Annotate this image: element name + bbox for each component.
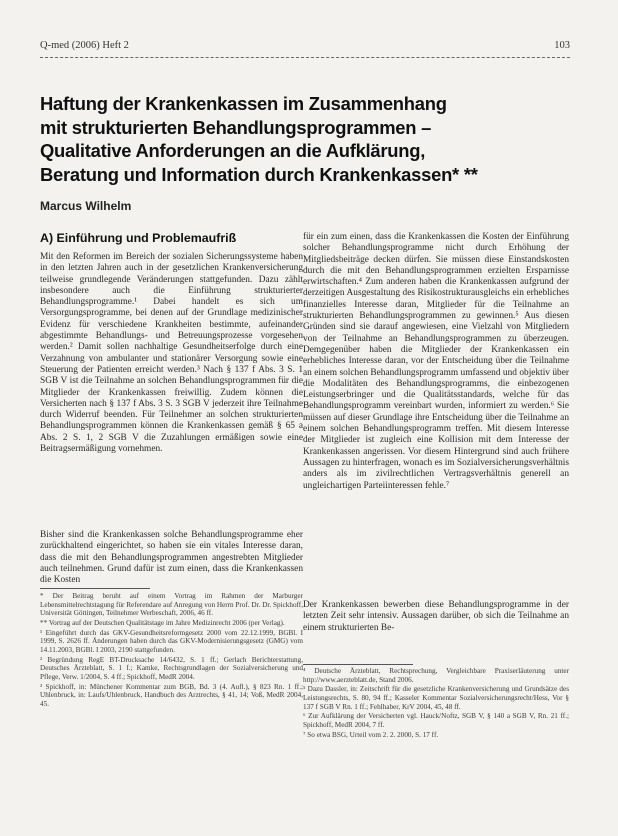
left-column-body-2	[40, 530, 303, 586]
header-rule	[40, 57, 570, 58]
section-heading: A) Einführung und Problemaufriß	[40, 231, 237, 245]
body-paragraph: Bisher sind die Krankenkassen solche Behandlungsprogramme eher zurückhaltend eingerichtet, so haben sie ein vitales Interesse daran, dass die mit den Behandlungsprogrammen angestrebten Mitglieder auch teilnehmen. Grund dafür ist zum einen, dass die Krankenkassen die Kosten	[40, 530, 303, 586]
footnote: ² Begründung RegE BT-Drucksache 14/6432, S. 1 ff.; Gerlach Berichterstattung, Deutsches Ärzteblatt, S. 1 f.; Kamke, Rechtsgrundlagen der Sozialversicherung und Pflege, Verw. 1/2004, S. 4 ff.; Spickhoff, MedR 2004.	[40, 655, 303, 681]
title-line: mit strukturierten Behandlungsprogrammen –	[40, 116, 432, 138]
footnote: ⁶ Zur Aufklärung der Versicherten vgl. Hauck/Noftz, SGB V, § 140 a SGB V, Rn. 21 ff.; Spickhoff, MedR 2004, 7 ff.	[303, 712, 569, 729]
title-line: Qualitative Anforderungen an die Aufklärung,	[40, 140, 426, 161]
footnote: ⁵ Dazu Dassler, in: Zeitschrift für die gesetzliche Krankenversicherung und Grundsätze des Leistungsrechts, S. 80, 94 ff.; Kasseler Kommentar Sozialversicherungsrecht/Hess, Vor § 137 f SGB V Rn. 1 ff.; Fehlhaber, KrV 2004, 45, 48 ff.	[303, 685, 569, 711]
title-line: Beratung und Information durch Krankenkassen* **	[40, 163, 478, 185]
body-paragraph: für ein zum einen, dass die Krankenkassen die Kosten der Einführung solcher Behandlungsprogramme nicht durch Erhöhung der Mitgliedsbeiträge decken dürfen. Sie müssen diese Einstandskosten durch die mit den Behandlungsprogrammen erzielten Ersparnisse erwirtschaften.⁴ Zum anderen haben die Krankenkassen aufgrund der derzeitigen Ausgestaltung des Risikostrukturausgleichs ein erhebliches finanzielles Interesse daran, Mitglieder für die Teilnahme an strukturierten Behandlungsprogrammen zu gewinnen.⁵ Aus diesen Gründen sind sie darauf angewiesen, eine Vielzahl von Mitgliedern von der Teilnahme an Behandlungsprogrammen zu überzeugen. Demgegenüber haben die Mitglieder der Krankenkassen ein erhebliches Interesse daran, vor der Entscheidung über die Teilnahme an einem solchen Behandlungsprogramm umfassend und objektiv über die Modalitäten des Behandlungsprogramms, die einbezogenen Leistungserbringer und die Qualitätsstandards, welche für das Behandlungsprogramm vereinbart wurden, informiert zu werden.⁶ Sie müssen auf dieser Grundlage ihre Entscheidung über die Teilnahme an einem solchen Behandlungsprogramm treffen. Mit diesem Interesse der Mitglieder ist zugleich eine Kollision mit dem Interesse der Krankenkassen angerissen. Vor diesem Hintergrund sind auch frühere Aussagen zu hinterfragen, wonach es im Sozialversicherungsverhältnis anders als im zivilrechtlichen Vertragsverhältnis generell an ungleichartigen Parteiinteressen fehle.⁷	[303, 232, 569, 491]
footnotes-left	[40, 592, 303, 760]
footnote: ** Vortrag auf der Deutschen Qualitätstage im Jahre Medizinrecht 2006 (per Verlag).	[40, 618, 285, 627]
footnote: ¹ Eingeführt durch das GKV-Gesundheitsreformgesetz 2000 vom 22.12.1999, BGBl. I 1999, S. 2626 ff. Änderungen haben durch das GKV-Modernisierungsgesetz (GMG) vom 14.11.2003, BGBl. I 2003, 2190 stattgefunden.	[40, 628, 303, 654]
left-column-body	[40, 252, 303, 555]
footnote: ⁷ So etwa BSG, Urteil vom 2. 2. 2000, S. 17 ff.	[303, 730, 439, 739]
body-paragraph: Mit den Reformen im Bereich der sozialen Sicherungssysteme haben in den letzten Jahren auch in der gesetzlichen Krankenversicherung teilweise grundlegende Veränderungen stattgefunden. Dazu zählt insbesondere auch die Einführung strukturierter Behandlungsprogramme.¹ Dabei handelt es sich um Versorgungsprogramme, bei denen auf der Grundlage medizinischer Evidenz für verschiedene Krankheiten bestimmte, aufeinander abgestimmte Behandlungs- und Betreuungsprozesse vorgesehen werden.² Damit sollen nachhaltige Gesundheitserfolge durch eine Verzahnung von ambulanter und stationärer Versorgung sowie eine Steuerung der Patienten erreicht werden.³ Nach § 137 f Abs. 3 S. 1 SGB V ist die Teilnahme an solchen Behandlungsprogrammen für die Mitglieder der Krankenkassen freiwillig. Zudem können die Versicherten nach § 137 f Abs. 3 S. 3 SGB V jederzeit ihre Teilnahme durch Widerruf beenden. Für Teilnehmer an solchen strukturierten Behandlungsprogrammen können die Krankenkassen gemäß § 65 a Abs. 2 S. 1, 2 SGB V die Zuzahlungen ermäßigen sowie eine Beitragsermäßigung vornehmen.	[40, 252, 303, 455]
journal-citation: Q-med (2006) Heft 2	[40, 40, 129, 51]
right-column-body	[303, 232, 569, 576]
running-header	[40, 40, 570, 54]
article-title	[40, 92, 580, 186]
right-column-body-2	[303, 600, 569, 646]
author-name: Marcus Wilhelm	[40, 199, 132, 213]
footnote-rule	[40, 588, 150, 589]
page-number: 103	[554, 40, 570, 51]
footnote: * Der Beitrag beruht auf einem Vortrag im Rahmen der Marburger Lebensmittelrechtstagung für Referendare auf Anregung von Herrn Prof. Dr. Dr. Spickhoff, Universität Göttingen, Teilnehmer Werbeschaft, 2006, 46 ff.	[40, 592, 303, 618]
title-line: Haftung der Krankenkassen im Zusammenhang	[40, 93, 447, 114]
footnote: ³ Spickhoff, in: Münchener Kommentar zum BGB, Bd. 3 (4. Aufl.), § 823 Rn. 1 ff.; Uhlenbruck, in: Laufs/Uhlenbruck, Handbuch des Arztrechts, § 41, 14; Voß, MedR 2004, 45.	[40, 682, 303, 708]
footnotes-right	[303, 667, 569, 807]
body-paragraph: Der Krankenkassen bewerben diese Behandlungsprogramme in der letzten Zeit sehr intensiv. Aussagen darüber, ob sich die Teilnahme an einem strukturierten Be-	[303, 600, 569, 633]
footnote: ⁴ Deutsche Ärzteblatt, Rechtsprechung, Vergleichbare Praxiserläuterung unter http://www.aerzteblatt.de, Stand 2006.	[303, 667, 569, 684]
footnote-rule	[303, 664, 413, 665]
